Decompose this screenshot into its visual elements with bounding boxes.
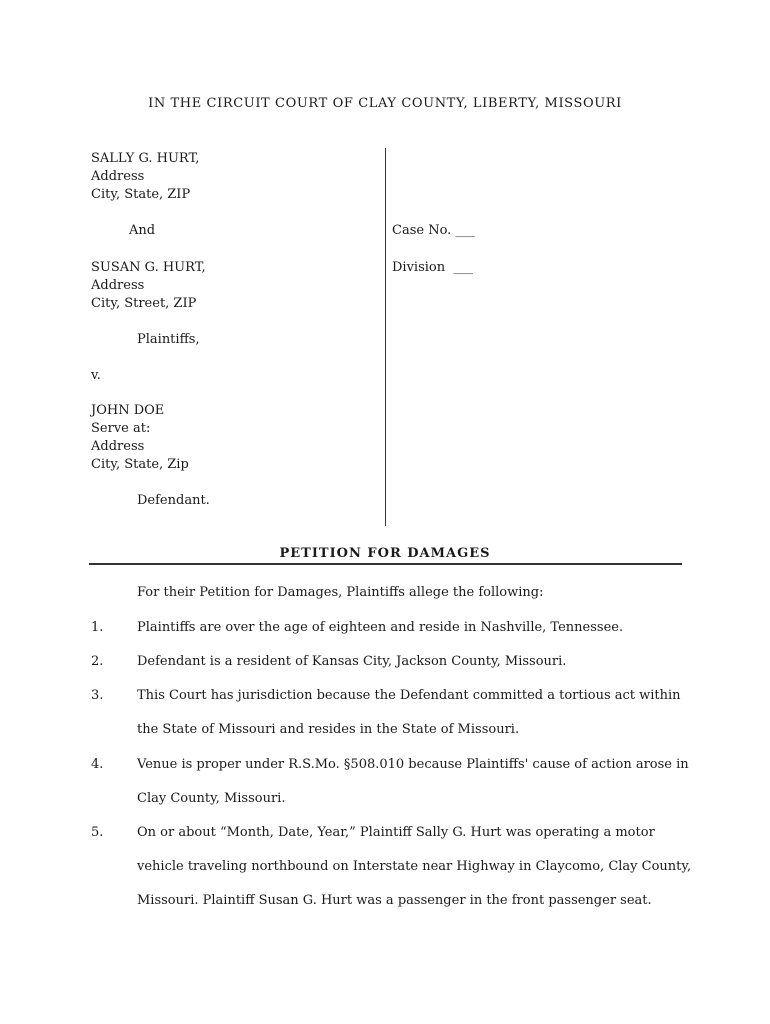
paragraph-number: 4. — [91, 757, 104, 772]
paragraph-number: 2. — [91, 654, 104, 669]
plaintiff2-address: Address — [91, 278, 145, 293]
paragraph-line: On or about “Month, Date, Year,” Plaintiff Sally G. Hurt was operating a motor — [137, 825, 655, 840]
defendant-address: Address — [91, 439, 145, 454]
plaintiff1-address: Address — [91, 169, 145, 184]
court-title: IN THE CIRCUIT COURT OF CLAY COUNTY, LIBERTY, MISSOURI — [148, 96, 622, 111]
paragraph-line: Venue is proper under R.S.Mo. §508.010 because Plaintiffs' cause of action arose in — [137, 757, 689, 772]
defendant-name: JOHN DOE — [91, 403, 165, 418]
paragraph-line: Clay County, Missouri. — [137, 791, 286, 806]
plaintiffs-label: Plaintiffs, — [137, 332, 200, 347]
plaintiff2-city: City, Street, ZIP — [91, 296, 197, 311]
caption-divider — [385, 148, 386, 526]
defendant-serve-at: Serve at: — [91, 421, 151, 436]
versus: v. — [91, 368, 101, 383]
plaintiff2-name: SUSAN G. HURT, — [91, 260, 206, 275]
paragraph-line: Plaintiffs are over the age of eighteen and reside in Nashville, Tennessee. — [137, 620, 624, 635]
paragraph-line: This Court has jurisdiction because the Defendant committed a tortious act within — [137, 688, 681, 703]
intro-text: For their Petition for Damages, Plaintiffs allege the following: — [137, 585, 544, 600]
paragraph-line: Missouri. Plaintiff Susan G. Hurt was a passenger in the front passenger seat. — [137, 893, 652, 908]
paragraph-line: the State of Missouri and resides in the State of Missouri. — [137, 722, 520, 737]
paragraph-line: vehicle traveling northbound on Interstate near Highway in Claycomo, Clay County, — [137, 859, 692, 874]
paragraph-number: 5. — [91, 825, 104, 840]
defendant-city: City, State, Zip — [91, 457, 189, 472]
plaintiff1-name: SALLY G. HURT, — [91, 151, 200, 166]
title-rule — [89, 563, 682, 565]
division: Division ___ — [392, 260, 473, 275]
defendant-label: Defendant. — [137, 493, 210, 508]
paragraph-number: 3. — [91, 688, 104, 703]
case-number: Case No. ___ — [392, 223, 475, 238]
paragraph-number: 1. — [91, 620, 104, 635]
paragraph-line: Defendant is a resident of Kansas City, Jackson County, Missouri. — [137, 654, 567, 669]
petition-title: PETITION FOR DAMAGES — [279, 546, 491, 561]
plaintiff1-city: City, State, ZIP — [91, 187, 191, 202]
conjunction-and: And — [129, 223, 156, 238]
